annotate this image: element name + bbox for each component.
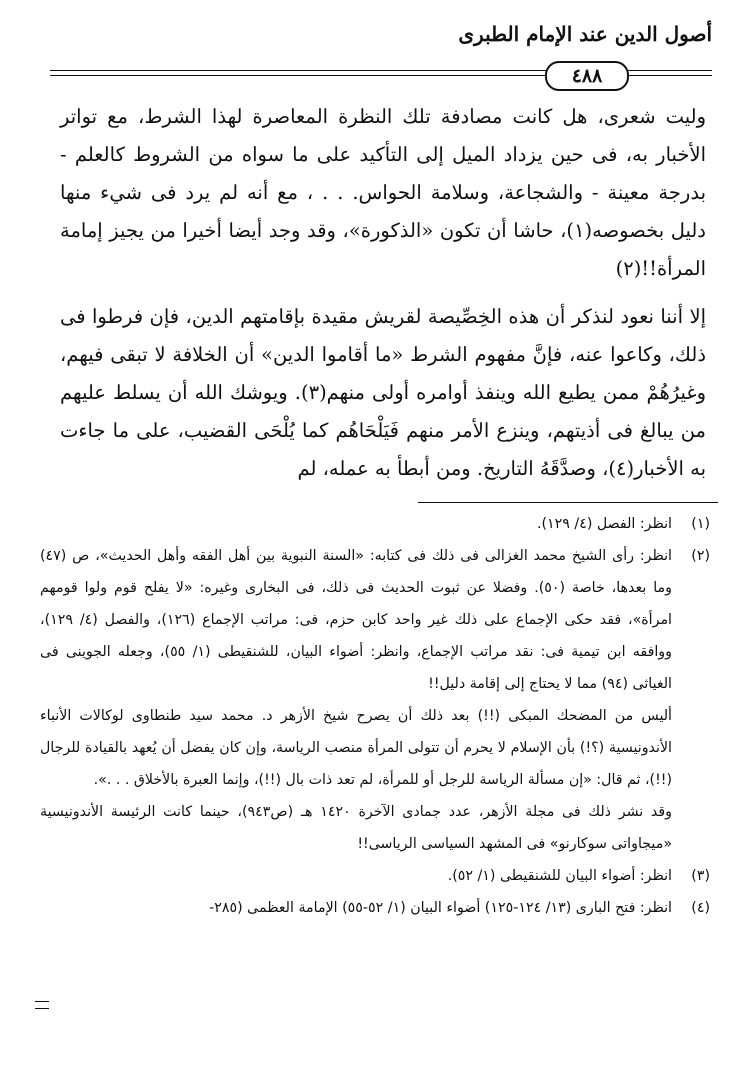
footnote-number: (٣) [691,868,710,884]
running-title: أصول الدين عند الإمام الطبرى [458,22,712,46]
page-number: ٤٨٨ [545,61,629,91]
footnote-text: انظر: أضواء البيان للشنقيطى (١/ ٥٢). [447,868,672,884]
footnote-text: أليس من المضحك المبكى (!!) بعد ذلك أن يصرح شيخ الأزهر د. محمد سيد طنطاوى لوكالات الأنباء الأندونيسية (؟!) بأن الإسلام لا يحرم أن تتولى المرأة منصب الرياسة، وإن كان يفضل أن يُعهد بالقيادة للرجال (!!)، ثم قال: «إن مسألة الرياسة للرجل أو للمرأة، لم تعد ذات بال (!!)، وإنما العبرة بالأخلاق . . .». [40,708,672,788]
footnote-text: وقد نشر ذلك فى مجلة الأزهر، عدد جمادى الآخرة ١٤٢٠ هـ (ص٩٤٣)، حينما كانت الرئيسة الأندونيسية «ميجاواتى سوكارنو» فى المشهد السياسى الرياسى!! [40,804,672,852]
footnote [40,508,710,540]
footnote-number: (٤) [691,900,710,916]
paragraph: إلا أننا نعود لنذكر أن هذه الخِصِّيصة لقريش مقيدة بإقامتهم الدين، فإن فرطوا فى ذلك، وكاعوا عنه، فإنَّ مفهوم الشرط «ما أقاموا الدين» أن الخلافة لا تبقى فيهم، وغيرُهُمْ ممن يطيع الله وينفذ أوامره أولى منهم(٣). ويوشك الله أن يسلط عليهم من يبالغ فى أذيتهم، وينزع الأمر منهم فَيَلْحَاهُم كما يُلْحَى القضيب، على ما جاءت به الأخبار(٤)، وصدَّقَهُ التاريخ. ومن أبطأ به عمله، لم [60,305,707,480]
footnote-text: انظر: الفصل (٤/ ١٢٩). [536,516,672,532]
footnote-separator [418,502,718,503]
continuation-mark [35,1001,49,1009]
paragraph: وليت شعرى، هل كانت مصادفة تلك النظرة المعاصرة لهذا الشرط، مع تواتر الأخبار به، فى حين يزداد الميل إلى التأكيد على ما سواه من الشروط كالعلم - بدرجة معينة - والشجاعة، وسلامة الحواس. . . ، مع أنه لم يرد فى شيء منها دليل بخصوصه(١)، حاشا أن تكون «الذكورة»، وقد وجد أيضا أخيرا من يجيز إمامة المرأة!!(٢) [60,105,706,280]
body-text [60,98,706,488]
footnotes [40,508,710,924]
footnote-number: (٢) [691,548,710,564]
footnote-text: انظر: رأى الشيخ محمد الغزالى فى ذلك فى كتابه: «السنة النبوية بين أهل الفقه وأهل الحديث»، ص (٤٧) وما بعدها، خاصة (٥٠). وفضلا عن ثبوت الحديث فى ذلك، فى البخارى وغيره: «لا يفلح قوم ولوا قومهم امرأة»، فقد حكى الإجماع على ذلك غير واحد كابن حزم، فى: مراتب الإجماع (١٢٦)، والفصل (٤/ ١٢٩)، ووافقه ابن تيمية فى: نقد مراتب الإجماع، وانظر: أضواء البيان، للشنقيطى (١/ ٥٥)، وجعله الجوينى فى الغياثى (٩٤) مما لا يحتاج إلى إقامة دليل!! [40,548,673,692]
footnote [40,892,710,924]
footnote-number: (١) [691,516,710,532]
running-header [50,20,712,87]
footnote-text: انظر: فتح البارى (١٣/ ١٢٤-١٢٥) أضواء البيان (١/ ٥٢-٥٥) الإمامة العظمى (٢٨٥- [209,900,672,916]
footnote [40,540,710,860]
footnote [40,860,710,892]
